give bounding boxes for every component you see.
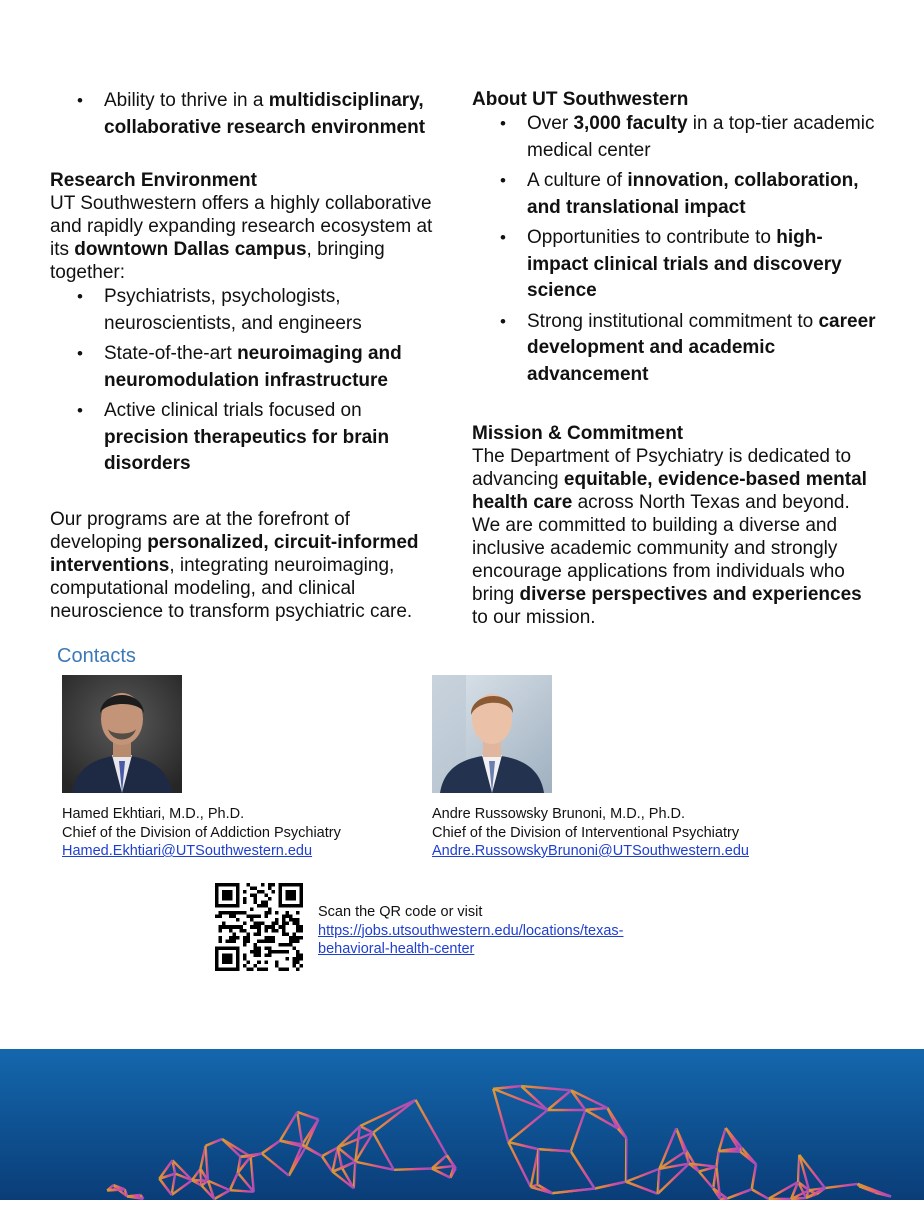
- contact-role: Chief of the Division of Interventional Psychiatry: [432, 824, 832, 843]
- about-bullet-list: [472, 111, 882, 388]
- about-heading: About UT Southwestern: [472, 88, 882, 111]
- mission-text: The Department of Psychiatry is dedicated to advancing equitable, evidence-based mental health care across North Texas and beyond. We are committed to building a diverse and inclusive academic community and strongly encourage applications from individuals who bring diverse perspectives and experiences to our mission.: [472, 445, 882, 629]
- research-text: UT Southwestern offers a highly collaborative and rapidly expanding research ecosystem at its downtown Dallas campus, bringing together:: [50, 192, 442, 284]
- contact-email-link[interactable]: Hamed.Ekhtiari@UTSouthwestern.edu: [62, 843, 312, 859]
- contact-email-link[interactable]: Andre.RussowskyBrunoni@UTSouthwestern.edu: [432, 843, 749, 859]
- research-bullet-list: [50, 284, 442, 478]
- intro-bullet-list: [50, 88, 442, 141]
- contact-role: Chief of the Division of Addiction Psychiatry: [62, 824, 422, 843]
- list-item: • Active clinical trials focused on precision therapeutics for brain disorders: [50, 398, 442, 478]
- qr-instructions: [318, 903, 698, 959]
- contact-name: Andre Russowsky Brunoni, M.D., Ph.D.: [432, 805, 832, 824]
- list-item: • Opportunities to contribute to high-impact clinical trials and discovery science: [472, 225, 882, 305]
- list-item: • Ability to thrive in a multidisciplinary, collaborative research environment: [50, 88, 442, 141]
- contact-photo-andre-brunoni: [432, 675, 552, 793]
- footer-network-banner: [0, 1049, 924, 1200]
- list-item: • Strong institutional commitment to career development and academic advancement: [472, 309, 882, 389]
- careers-link[interactable]: https://jobs.utsouthwestern.edu/locations/texas- behavioral-health-center: [318, 923, 623, 958]
- right-column: [472, 88, 882, 629]
- programs-text: Our programs are at the forefront of developing personalized, circuit-informed interventions, integrating neuroimaging, computational modeling, and clinical neuroscience to transform psychiatric care.: [50, 508, 442, 623]
- qr-text: Scan the QR code or visit: [318, 903, 698, 922]
- qr-code[interactable]: [215, 883, 303, 971]
- research-heading: Research Environment: [50, 169, 442, 192]
- list-item: • Psychiatrists, psychologists, neuroscientists, and engineers: [50, 284, 442, 337]
- contact-name: Hamed Ekhtiari, M.D., Ph.D.: [62, 805, 422, 824]
- contact-card: [62, 805, 422, 861]
- left-column: [50, 88, 442, 623]
- mission-heading: Mission & Commitment: [472, 422, 882, 445]
- contacts-title: Contacts: [57, 645, 136, 668]
- contact-card: [432, 805, 832, 861]
- contact-photo-hamed-ekhtiari: [62, 675, 182, 793]
- list-item: • State-of-the-art neuroimaging and neuromodulation infrastructure: [50, 341, 442, 394]
- list-item: • A culture of innovation, collaboration, and translational impact: [472, 168, 882, 221]
- list-item: • Over 3,000 faculty in a top-tier academic medical center: [472, 111, 882, 164]
